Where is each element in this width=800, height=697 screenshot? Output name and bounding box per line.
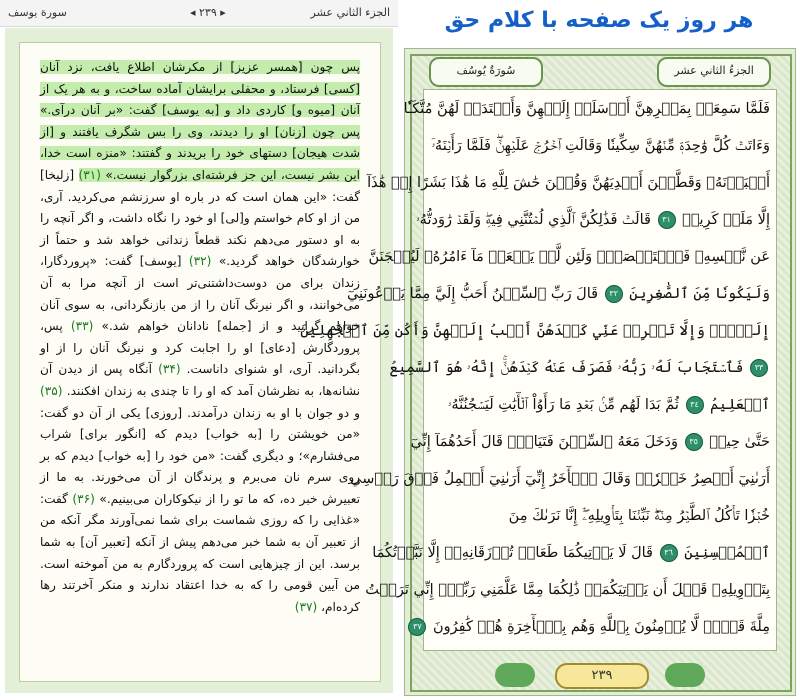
verse-number: (۳۳)	[70, 319, 94, 334]
quran-line-text: ثُمَّ بَدَا لَهُم مِّنۢ بَعۡدِ مَا رَأَوُاْ ٱلۡأٓيَٰتِ لَيَسۡجُنُنَّهُۥ	[447, 397, 679, 413]
quran-line-text: مِلَّةَ قَوۡمٖ لَّا يُؤۡمِنُونَ بِٱللَّهِ وَهُم بِٱلۡأٓخِرَةِ هُمۡ كَٰفِرُونَ	[432, 619, 770, 635]
quran-line-text: إِلَيۡهِۖ وَإِلَّا تَصۡرِفۡ عَنِّي كَيۡدَهُنَّ أَصۡبُ إِلَيۡهِنَّ وَأَكُن مِّنَ ٱلۡجَٰهِلِينَ	[300, 323, 770, 339]
quran-line	[403, 90, 770, 128]
quran-line-text: ٱلۡعَلِيمُ	[710, 397, 770, 413]
verse-33-text: [یوسف] گفت: «پروردگارا، زندان برای من دوست‌داشتنی‌تر است از آنچه مرا به آن می‌خوانند، و اگر نیرنگ آنان را از من بازنگردانی، به سوی آنان خواهم گرایید و از [جمله] نادانان خواهم شد.»	[40, 254, 360, 334]
quran-line	[410, 423, 770, 461]
quran-line-text: إِلَّا مَلَكٞ كَرِيمٞ	[682, 212, 770, 228]
quran-line-text: فَلَمَّا سَمِعَتۡ بِمَكۡرِهِنَّ أَرۡسَلَتۡ إِلَيۡهِنَّ وَأَعۡتَدَتۡ لَهُنَّ مُتَّكَـٔٗا	[403, 101, 770, 117]
verse-32-text: [زلیخا] گفت: «این همان است که در باره او سرزنشم می‌کردید. آری، من از او کام خواستم و[لی] او خود را نگاه داشت، و اگر آنچه را به او دستور می‌دهم نکند قطعاً زندانی خواهد شد و حتماً از خوارشدگان خواهد گردید.»	[40, 167, 361, 269]
verse-marker-icon: ٣٣	[750, 359, 768, 377]
verse-number: (۳۶)	[72, 491, 95, 506]
surah-label: سورة يوسف	[8, 6, 67, 19]
quran-line-text: فَٱسۡتَجَابَ لَهُۥ رَبُّهُۥ فَصَرَفَ عَنۡهُ كَيۡدَهُنَّۚ إِنَّهُۥ هُوَ ٱلسَّمِيعُ	[389, 360, 744, 376]
quran-line	[350, 460, 770, 498]
quran-line-text: قَالَتۡ فَذَٰلِكُنَّ ٱلَّذِي لُمۡتُنَّنِي فِيهِۖ وَلَقَدۡ رَٰوَدتُّهُۥ	[416, 212, 651, 228]
verse-34-text: پس، پروردگارش [دعای] او را اجابت کرد و نیرنگ آنان را از او بگردانید. آری، او شنوای داناست.	[40, 319, 360, 377]
mushaf-header	[415, 57, 785, 85]
verse-36-text: و دو جوان با او به زندان درآمدند. [روزی] یکی از آن دو گفت: «من خویشتن را [به خواب] دیدم که [انگور برای] شراب می‌فشارم»؛ و دیگری گفت: «من خود را [به خواب] دیدم که بر روی سرم نان می‌برم و پرندگان از آن می‌خورند. به ما از تعبیرش خبر ده، که ما تو را از نیکوکاران می‌بینیم.»	[40, 405, 360, 506]
mushaf-surah-label: سُورَةُ يُوسُف	[429, 57, 543, 87]
verse-marker-icon: ٣٧	[408, 618, 426, 636]
mushaf-juz-label: الجزءُ الثاني عشر	[657, 57, 771, 87]
quran-line	[300, 312, 770, 350]
verse-marker-icon: ٣٦	[660, 544, 678, 562]
quran-line	[367, 164, 770, 202]
translation-frame	[5, 28, 393, 693]
quran-line-text: أَكۡبَرۡنَهُۥ وَقَطَّعۡنَ أَيۡدِيَهُنَّ وَقُلۡنَ حَٰشَ لِلَّهِ مَا هَٰذَا بَشَرًا إِنۡ هَٰذَآ	[367, 175, 770, 191]
translation-box	[19, 42, 381, 682]
quran-line-text: وَلَيَكُونٗا مِّنَ ٱلصَّٰغِرِينَ	[629, 286, 770, 302]
quran-line	[365, 571, 770, 609]
verse-marker-icon: ٣٢	[605, 285, 623, 303]
banner-title: هر روز یک صفحه با کلام حق	[444, 8, 754, 33]
verse-35-text: آنگاه پس از دیدن آن نشانه‌ها، به نظرشان آمد که او را تا چندی به زندان افکنند.	[40, 362, 360, 398]
verse-number: (۳۲)	[188, 254, 212, 269]
quran-line-text: وَدَخَلَ مَعَهُ ٱلسِّجۡنَ فَتَيَانِۖ قَالَ أَحَدُهُمَآ إِنِّيٓ	[410, 434, 678, 450]
verse-marker-icon: ٣١	[658, 211, 676, 229]
quran-line-text: عَن نَّفۡسِهِۦ فَٱسۡتَعۡصَمَۖ وَلَئِن لَّمۡ يَفۡعَلۡ مَآ ءَامُرُهُۥ لَيُسۡجَنَنَّ	[368, 249, 770, 265]
quran-line	[430, 386, 770, 424]
quran-line	[430, 127, 770, 165]
quran-line-text: ٱلۡمُحۡسِنِينَ	[684, 545, 770, 561]
verse-marker-icon: ٣٤	[686, 396, 704, 414]
juz-label: الجزء الثاني عشر	[310, 6, 390, 19]
quran-line-text: أَرَىٰنِيٓ أَعۡصِرُ خَمۡرٗاۖ وَقَالَ ٱلۡأٓخَرُ إِنِّيٓ أَرَىٰنِيٓ أَحۡمِلُ فَوۡقَ رَأۡسِي	[350, 471, 770, 487]
translation-header	[0, 0, 398, 27]
page-number[interactable]: ◂ ۲۳۹ ▸	[190, 6, 226, 19]
mushaf-page-number: ٢٣٩	[555, 663, 649, 689]
highlighted-verse	[40, 60, 360, 182]
verse-number: (۳۷)	[294, 599, 318, 614]
quran-line-text: قَالَ لَا يَأۡتِيكُمَا طَعَامٞ تُرۡزَقَانِهِۦٓ إِلَّا نَبَّأۡتُكُمَا	[372, 545, 653, 561]
quran-line	[389, 349, 770, 387]
quran-line	[372, 534, 770, 572]
ornament-left-icon	[495, 663, 535, 687]
verse-marker-icon: ٣٥	[685, 433, 703, 451]
verse-31-text: پس چون [همسر عزیز] از مکرشان اطلاع یافت، نزد آنان [کسی] فرستاد، و محفلی برایشان آماده ساخت، و به هر یک از آنان [میوه و] کاردی داد و [به یوسف] گفت: «بر آنان درآی.» پس چون [زنان] او را دیدند، وی را بس شگرف یافتند و [از شدت هیجان] دستهای خود را بریدند و گفتند: «منزه است خدا، این بشر نیست، این جز فرشته‌ای بزرگوار نیست.»	[40, 60, 360, 182]
quran-line	[430, 497, 770, 535]
verse-number: (۳۴)	[158, 362, 181, 377]
quran-line-text: قَالَ رَبِّ ٱلسِّجۡنُ أَحَبُّ إِلَيَّ مِمَّا يَدۡعُونَنِيٓ	[346, 286, 599, 302]
quran-line-text: وَءَاتَتۡ كُلَّ وَٰحِدَةٖ مِّنۡهُنَّ سِكِّينٗا وَقَالَتِ ٱخۡرُجۡ عَلَيۡهِنَّۖ فَلَمَّا رَأَيۡنَهُۥٓ	[431, 138, 770, 154]
verse-number: (۳۱)	[78, 167, 101, 182]
verse-number: (۳۵)	[40, 383, 63, 398]
quran-line-text: خُبۡزٗا تَأۡكُلُ ٱلطَّيۡرُ مِنۡهُۖ نَبِّئۡنَا بِتَأۡوِيلِهِۦٓۖ إِنَّا نَرَىٰكَ مِنَ	[508, 508, 770, 524]
quran-line-text: بِتَأۡوِيلِهِۦ قَبۡلَ أَن يَأۡتِيَكُمَاۚ ذَٰلِكُمَا مِمَّا عَلَّمَنِي رَبِّيٓۚ إِنِّي تَرَكۡتُ	[365, 582, 770, 598]
quran-line	[413, 608, 770, 646]
ornament-right-icon	[665, 663, 705, 687]
verse-37-text: گفت: «غذایی را که روزی شماست برای شما نمی‌آورند مگر آنکه من از تعبیر آن به شما خبر می‌دهم پیش از آنکه [تعبیر آن] به شما برسد. این از چیزهایی است که پروردگارم به من آموخته است. من آیین قومی را که به خدا اعتقاد ندارند و منکر آخرتند رها کرده‌ام،	[40, 491, 360, 614]
quran-line-text: حَتَّىٰ حِينٖ	[709, 434, 770, 450]
quran-line	[346, 275, 770, 313]
quran-line	[416, 201, 770, 239]
quran-line	[368, 238, 770, 276]
